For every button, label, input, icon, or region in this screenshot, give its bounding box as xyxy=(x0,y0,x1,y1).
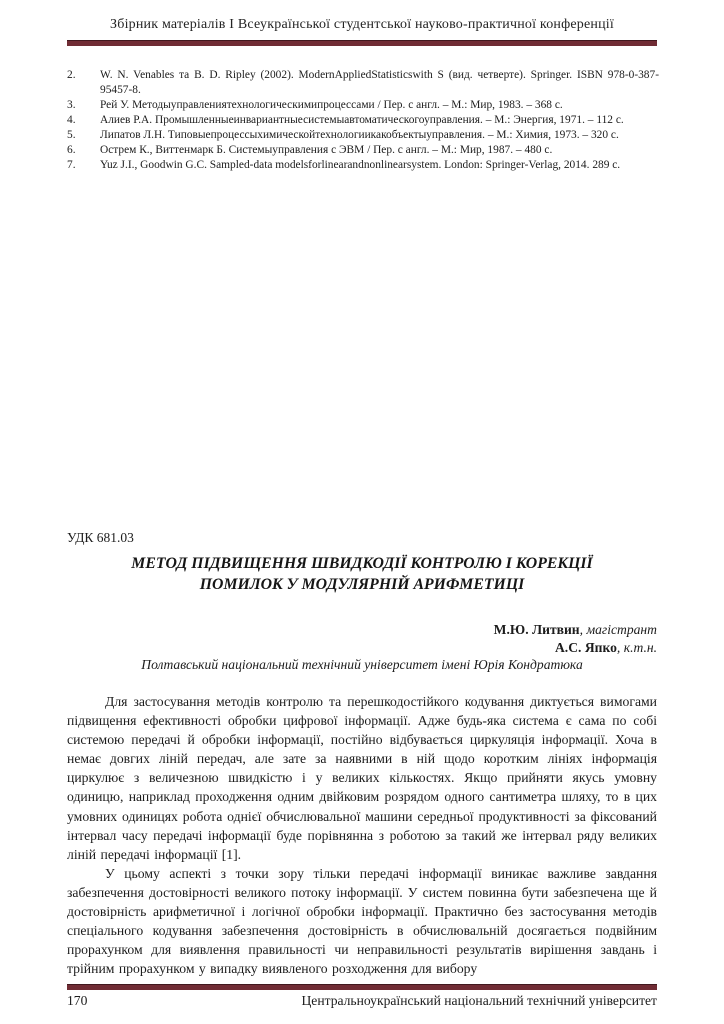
udc-code: УДК 681.03 xyxy=(67,530,134,545)
footer-rule xyxy=(67,984,657,990)
reference-number: 2. xyxy=(67,69,76,81)
reference-text: Рей У. Методыуправлениятехнологическимипроцессами / Пер. с англ. – М.: Мир, 1983. – 368 с. xyxy=(100,99,563,111)
reference-text: Острем К., Виттенмарк Б. Системыуправления с ЭВМ / Пер. с англ. – М.: Мир, 1987. – 480 с. xyxy=(100,144,553,156)
author-role: , магістрант xyxy=(579,622,657,637)
reference-item xyxy=(67,158,659,173)
reference-item xyxy=(67,98,659,113)
author-role: , к.т.н. xyxy=(616,640,657,655)
reference-number: 6. xyxy=(67,144,76,156)
reference-text: W. N. Venables та B. D. Ripley (2002). ModernAppliedStatisticswith S (вид. четверте). Springer. ISBN 978-0-387-95457-8. xyxy=(100,69,659,96)
reference-number: 5. xyxy=(67,129,76,141)
author-line xyxy=(67,621,657,639)
article-title xyxy=(67,553,657,595)
reference-text: Yuz J.I., Goodwin G.C. Sampled-data modelsforlinearandnonlinearsystem. London: Springer-Verlag, 2014. 289 с. xyxy=(100,159,621,171)
footer-university: Центральноукраїнський національний технічний університет xyxy=(301,993,657,1008)
author-line xyxy=(67,639,657,657)
page-footer xyxy=(67,993,657,1009)
author-name: А.С. Япко xyxy=(554,640,617,655)
article-title-text: МЕТОД ПІДВИЩЕННЯ ШВИДКОДІЇ КОНТРОЛЮ І КОРЕКЦІЇ ПОМИЛОК У МОДУЛЯРНІЙ АРИФМЕТИЦІ xyxy=(131,555,593,593)
reference-item xyxy=(67,68,659,98)
reference-list xyxy=(67,68,659,173)
page-number: 170 xyxy=(67,993,88,1008)
reference-number: 7. xyxy=(67,159,76,171)
header-rule xyxy=(67,40,657,46)
reference-item xyxy=(67,113,659,128)
reference-item xyxy=(67,128,659,143)
authors-block xyxy=(67,621,657,657)
author-name: М.Ю. Литвин xyxy=(493,622,580,637)
reference-number: 3. xyxy=(67,99,76,111)
reference-text: Липатов Л.Н. Типовыепроцессыхимическойтехнологиикакобъектыуправления. – М.: Химия, 1973. – 320 с. xyxy=(100,129,619,141)
body-paragraph: У цьому аспекті з точки зору тільки передачі інформації виникає важливе завдання забезпечення достовірності великого потоку інформації. У систем повинна бути забезпечена ще й достовірність арифметичної і логічної обробки інформації. Практично без застосування методів спеціального кодування забезпечення достовірність в обчислювальній досягається подвійним прорахунком для виявлення правильності чи неправильності результатів вирішення завдань і трійним прорахунком у випадку виявленого розходження для вибору xyxy=(67,865,657,977)
article-body xyxy=(67,692,657,978)
affiliation: Полтавський національний технічний університет імені Юрія Кондратюка xyxy=(141,657,583,672)
reference-item xyxy=(67,143,659,158)
reference-number: 4. xyxy=(67,114,76,126)
running-header: Збірник матеріалів І Всеукраїнської студентської науково-практичної конференції xyxy=(110,17,614,32)
reference-text: Алиев Р.А. Промышленныеинвариантныесистемыавтоматическогоуправления. – М.: Энергия, 1971. – 112 с. xyxy=(100,114,624,126)
body-paragraph: Для застосування методів контролю та перешкодостійкого кодування диктується вимогами підвищення ефективності обробки цифрової інформації. Адже будь-яка система є сама по собі системою передачі й обробки інформації, постійно відбувається циркуляція інформації. Хоча в немає довгих ліній передач, але зате за наявними в ній щодо коротким лініях інформація циркулює з величезною швидкістю і у великих кількостях. Якщо прийняти якусь умовну одиницю, наприклад проходження одним двійковим розрядом одного сантиметра шляху, то в цих умовних одиницях робота однієї обчислювальної машини середньої продуктивності за фіксований інтервал часу передачі інформації буде порівнянна з роботою за такий же інтервал ряду великих ліній передачі інформації [1]. xyxy=(67,694,657,862)
